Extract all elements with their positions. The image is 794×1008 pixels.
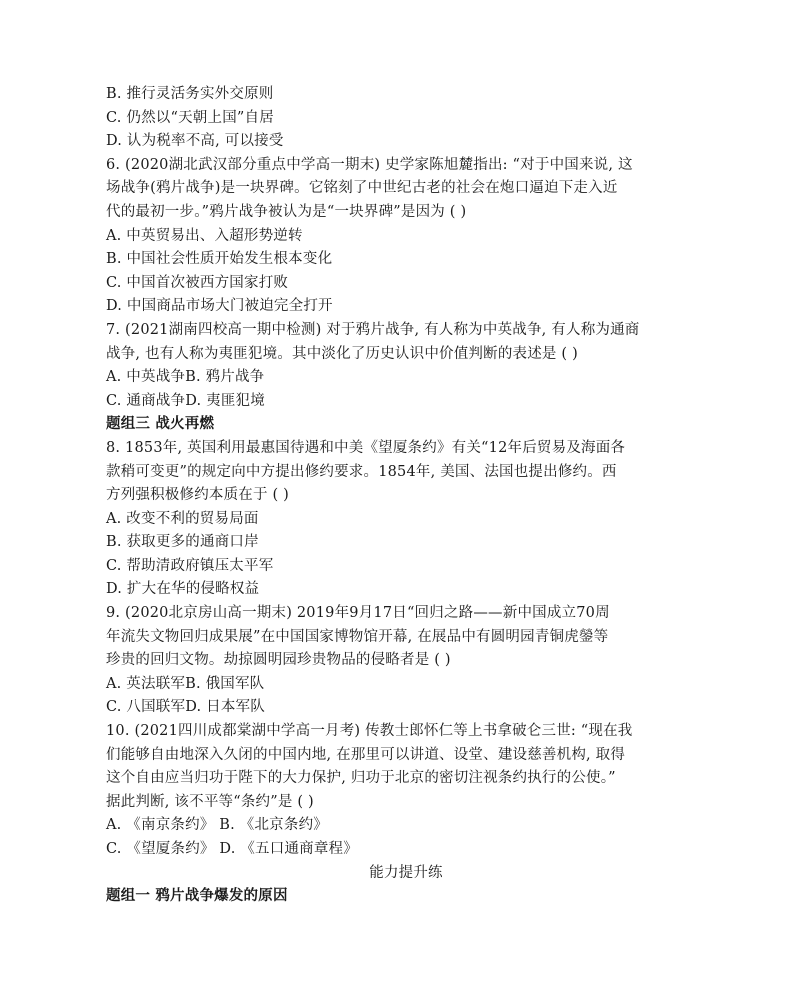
text-line: 8. 1853年, 英国利用最惠国待遇和中美《望厦条约》有关“12年后贸易及海面各 xyxy=(106,439,626,456)
text-line: 款稍可变更”的规定向中方提出修约要求。1854年, 美国、法国也提出修约。西 xyxy=(106,463,617,480)
text-line: 战争, 也有人称为夷匪犯境。其中淡化了历史认识中价值判断的表述是 ( ) xyxy=(106,345,578,362)
text-line: B. 获取更多的通商口岸 xyxy=(106,534,259,551)
text-line: A. 改变不利的贸易局面 xyxy=(106,510,259,527)
text-line: 代的最初一步。”鸦片战争被认为是“一块界碑”是因为 ( ) xyxy=(106,203,467,220)
text-line: C. 中国首次被西方国家打败 xyxy=(106,274,289,291)
text-line: 这个自由应当归功于陛下的大力保护, 归功于北京的密切注视条约执行的公使。” xyxy=(106,770,616,787)
text-line: 7. (2021湖南四校高一期中检测) 对于鸦片战争, 有人称为中英战争, 有人称为通商 xyxy=(106,321,640,338)
text-line: A. 《南京条约》 B. 《北京条约》 xyxy=(106,817,328,834)
text-line: 方列强积极修约本质在于 ( ) xyxy=(106,487,290,504)
text-line: 9. (2020北京房山高一期末) 2019年9月17日“回归之路——新中国成立70周 xyxy=(106,605,610,622)
text-line: 据此判断, 该不平等“条约”是 ( ) xyxy=(106,793,314,810)
section-title: 能力提升练 xyxy=(369,864,443,881)
text-line: D. 扩大在华的侵略权益 xyxy=(106,581,260,598)
text-line: C. 《望厦条约》 D. 《五口通商章程》 xyxy=(106,841,358,857)
text-line: C. 通商战争D. 夷匪犯境 xyxy=(106,392,265,409)
text-line: C. 仍然以“天朝上国”自居 xyxy=(106,109,274,126)
section-heading: 题组一 鸦片战争爆发的原因 xyxy=(106,888,288,905)
text-line: 10. (2021四川成都棠湖中学高一月考) 传教士郎怀仁等上书拿破仑三世: “现在我 xyxy=(106,723,633,740)
text-line: A. 中英贸易出、入超形势逆转 xyxy=(106,227,303,244)
text-line: D. 中国商品市场大门被迫完全打开 xyxy=(106,298,333,315)
text-line: A. 英法联军B. 俄国军队 xyxy=(106,675,265,692)
text-line: 们能够自由地深入久闭的中国内地, 在那里可以讲道、设堂、建设慈善机构, 取得 xyxy=(106,746,626,763)
text-line: C. 八国联军D. 日本军队 xyxy=(106,699,265,716)
section-heading: 题组三 战火再燃 xyxy=(106,416,215,433)
text-line: C. 帮助清政府镇压太平军 xyxy=(106,557,274,574)
text-line: B. 推行灵活务实外交原则 xyxy=(106,86,274,102)
text-line: 年流失文物回归成果展”在中国国家博物馆开幕, 在展品中有圆明园青铜虎鎣等 xyxy=(106,628,609,645)
text-line: 6. (2020湖北武汉部分重点中学高一期末) 史学家陈旭麓指出: “对于中国来说, 这 xyxy=(106,156,633,173)
text-line: B. 中国社会性质开始发生根本变化 xyxy=(106,251,333,268)
text-line: 珍贵的回归文物。劫掠圆明园珍贵物品的侵略者是 ( ) xyxy=(106,652,451,669)
document-page xyxy=(106,83,706,909)
text-line: 场战争(鸦片战争)是一块界碑。它铭刻了中世纪古老的社会在炮口逼迫下走入近 xyxy=(106,180,618,197)
text-line: D. 认为税率不高, 可以接受 xyxy=(106,133,284,150)
text-line: A. 中英战争B. 鸦片战争 xyxy=(106,369,265,386)
